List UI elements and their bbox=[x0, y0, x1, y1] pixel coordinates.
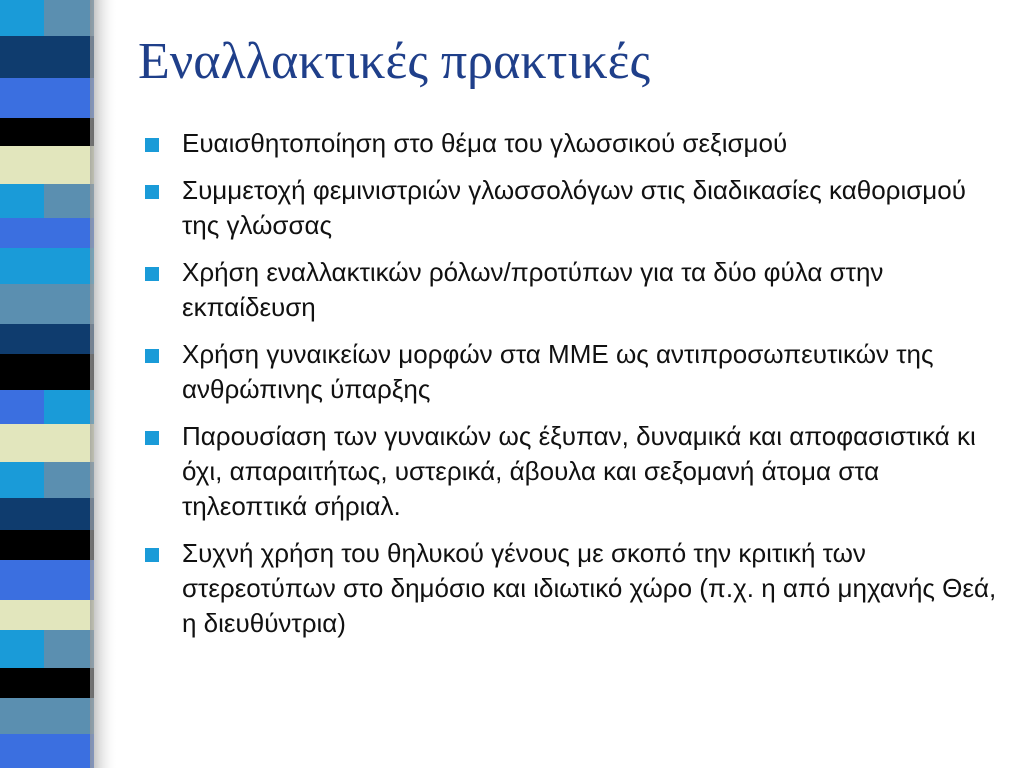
square-bullet-icon bbox=[145, 138, 159, 152]
bullet-text: Παρουσίαση των γυναικών ως έξυπαν, δυναμικά και αποφασιστικά κι όχι, απαραιτήτως, υστερικά, άβουλα και σεξομανή άτομα στα τηλεοπτικά σήριαλ. bbox=[182, 421, 976, 521]
bullet-text: Χρήση εναλλακτικών ρόλων/προτύπων για τα δύο φύλα στην εκπαίδευση bbox=[182, 257, 884, 322]
square-bullet-icon bbox=[145, 349, 159, 363]
decorative-side-strip bbox=[0, 0, 118, 768]
bullet-text: Συχνή χρήση του θηλυκού γένους με σκοπό την κριτική των στερεοτύπων στο δημόσιο και ιδιωτικό χώρο (π.χ. η από μηχανής Θεά, η διευθύντρια) bbox=[182, 538, 997, 638]
bullet-item bbox=[145, 536, 1000, 641]
bullet-item bbox=[145, 419, 1000, 524]
bullet-text: Ευαισθητοποίηση στο θέμα του γλωσσικού σεξισμού bbox=[182, 128, 788, 158]
square-bullet-icon bbox=[145, 267, 159, 281]
bullet-text: Χρήση γυναικείων μορφών στα ΜΜΕ ως αντιπροσωπευτικών της ανθρώπινης ύπαρξης bbox=[182, 339, 934, 404]
bullet-text: Συμμετοχή φεμινιστριών γλωσσολόγων στις διαδικασίες καθορισμού της γλώσσας bbox=[182, 175, 966, 240]
bullet-item bbox=[145, 126, 1000, 161]
bullet-item bbox=[145, 255, 1000, 325]
bullet-item bbox=[145, 173, 1000, 243]
bullet-list bbox=[145, 126, 1000, 653]
square-bullet-icon bbox=[145, 185, 159, 199]
bullet-item bbox=[145, 337, 1000, 407]
slide-title: Εναλλακτικές πρακτικές bbox=[138, 33, 651, 90]
square-bullet-icon bbox=[145, 431, 159, 445]
side-strip-graphic bbox=[0, 0, 118, 768]
square-bullet-icon bbox=[145, 548, 159, 562]
